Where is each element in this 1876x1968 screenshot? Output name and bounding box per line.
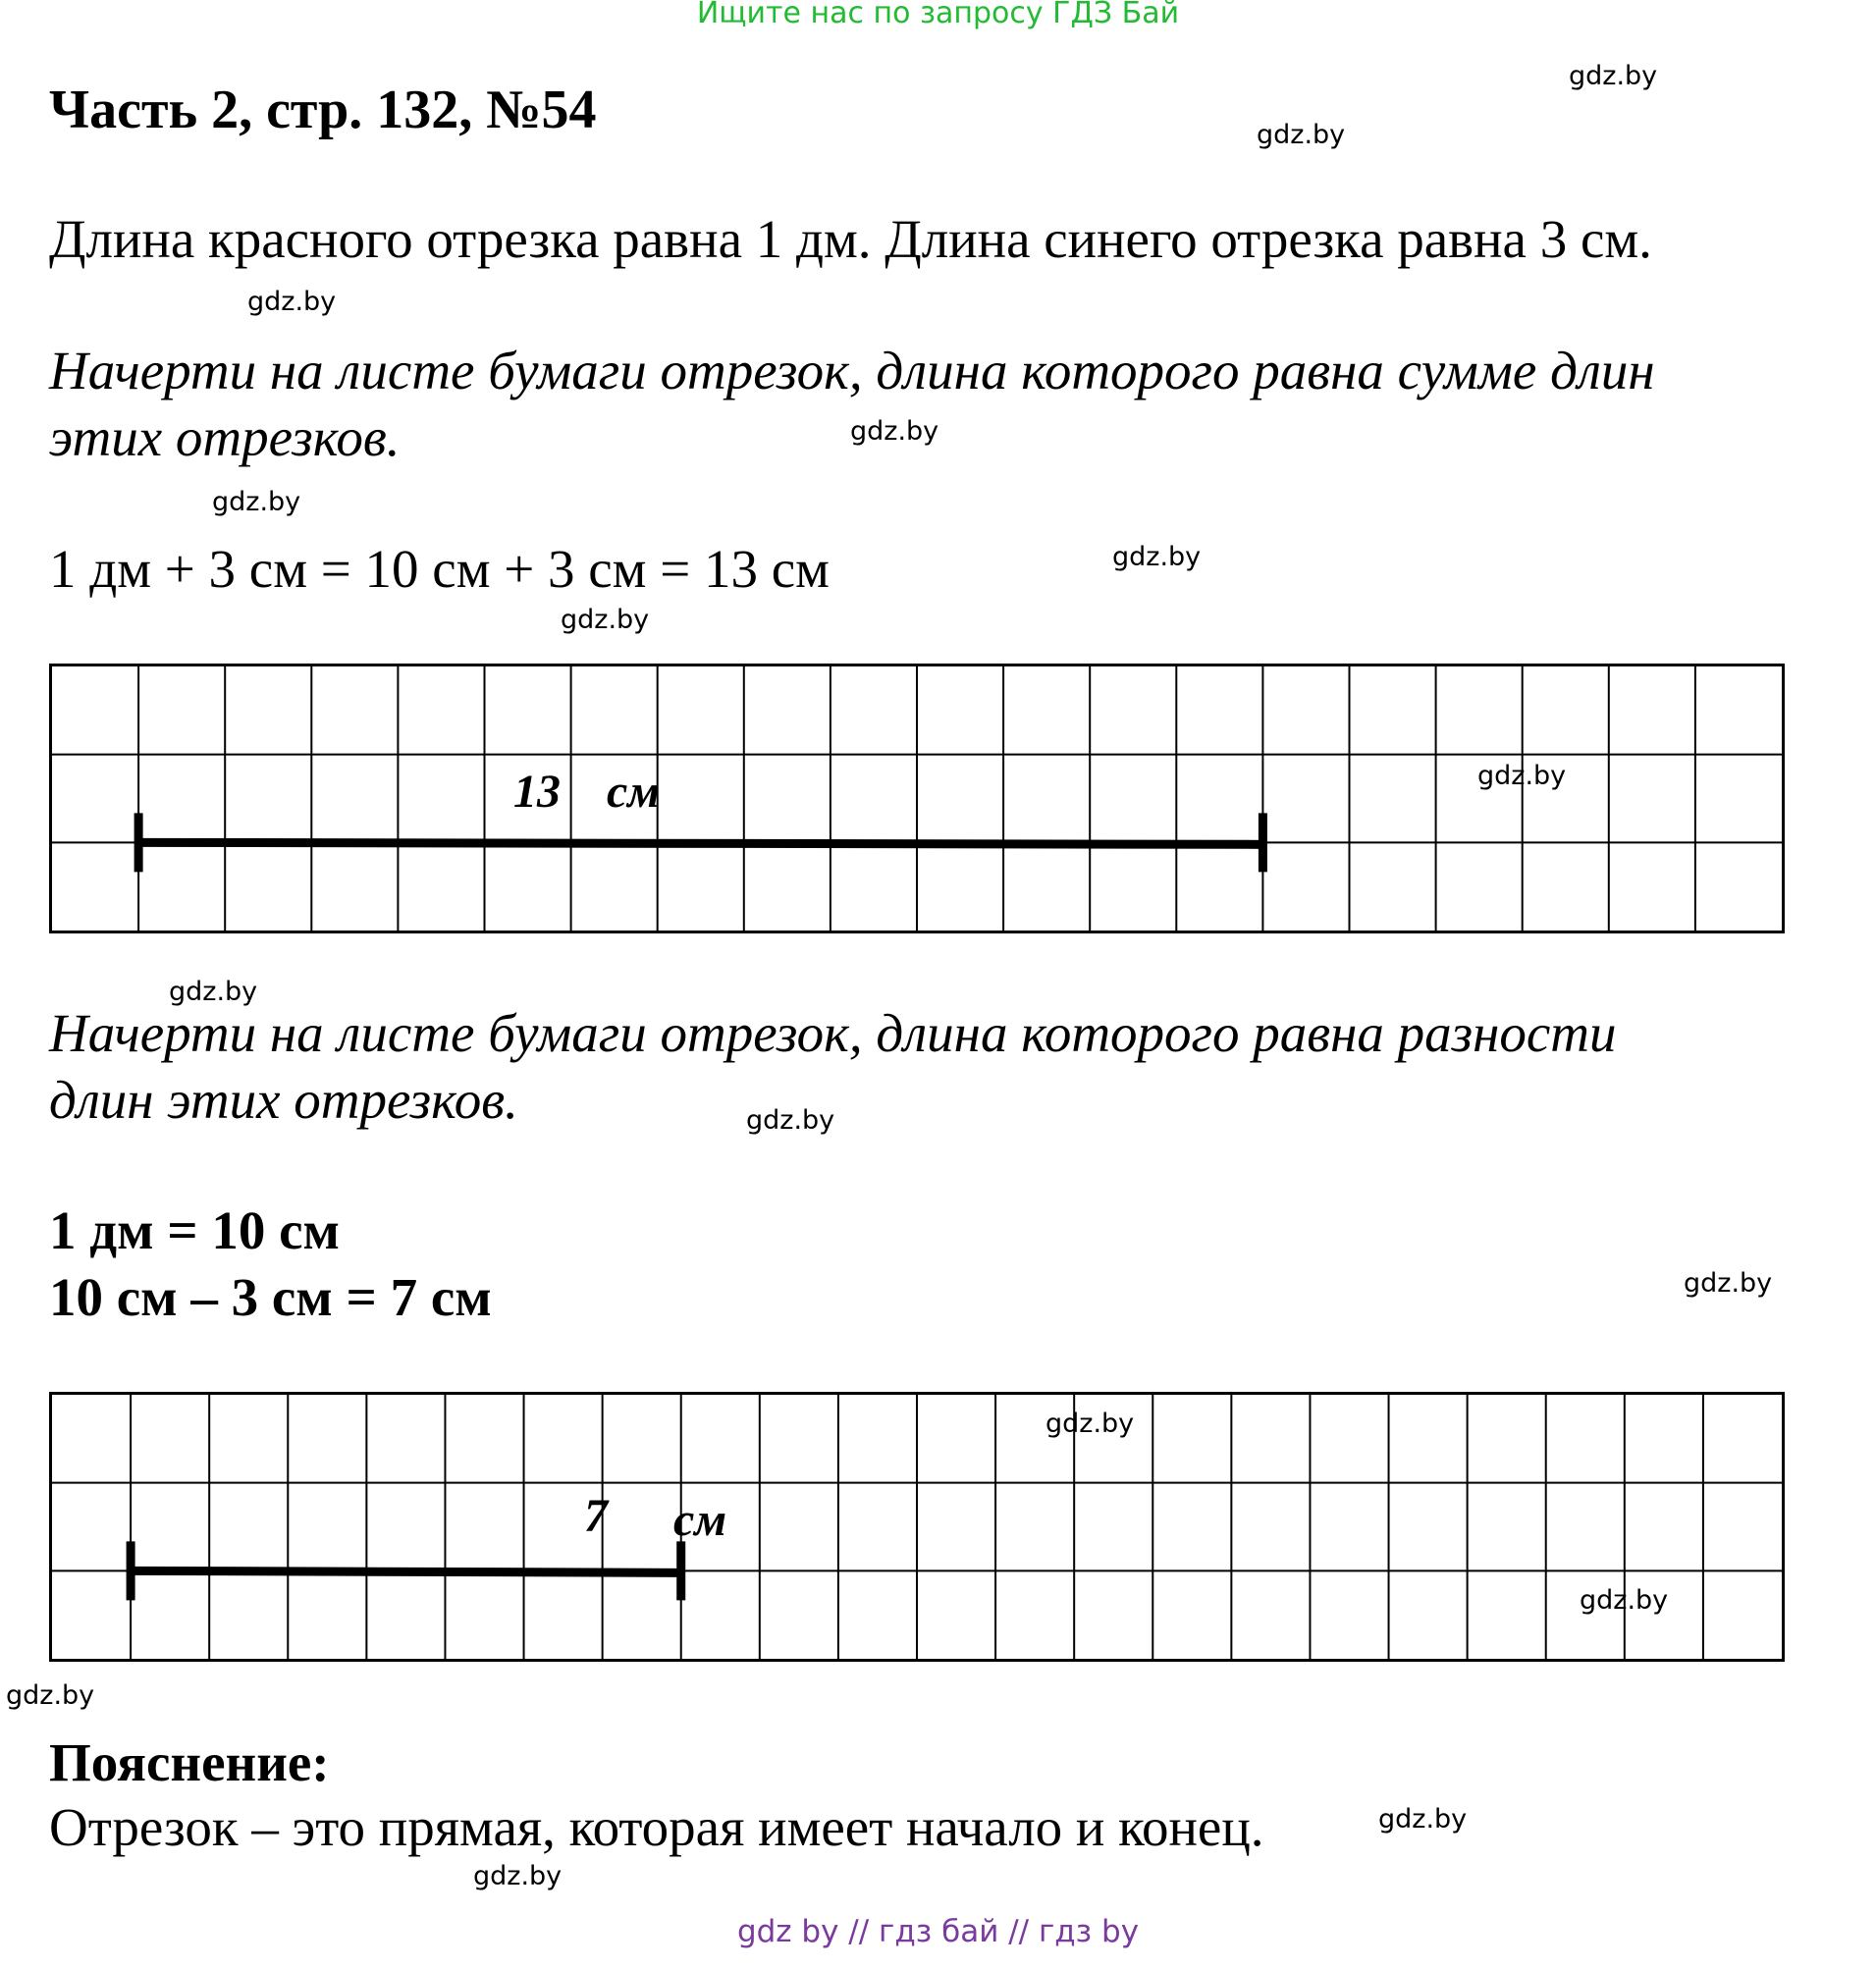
segment-line xyxy=(131,1570,681,1572)
task2-eq2: 10 см – 3 см = 7 см xyxy=(49,1267,492,1327)
task2-eq1: 1 дм = 10 см xyxy=(49,1200,341,1260)
watermark: gdz.by xyxy=(1257,120,1346,150)
task2-line2: длин этих отрезков. xyxy=(49,1070,518,1130)
grid-sum-lines xyxy=(52,666,1782,931)
watermark: gdz.by xyxy=(1477,761,1567,791)
segment-label-unit: см xyxy=(607,766,661,818)
watermark: gdz.by xyxy=(247,287,337,317)
explanation-text: Отрезок – это прямая, которая имеет начало и конец. xyxy=(49,1797,1264,1857)
watermark: gdz.by xyxy=(6,1680,95,1711)
grid-difference xyxy=(49,1392,1785,1662)
watermark: gdz.by xyxy=(169,977,258,1007)
watermark: gdz.by xyxy=(1684,1268,1773,1299)
condition-text: Длина красного отрезка равна 1 дм. Длина синего отрезка равна 3 см. xyxy=(49,209,1652,269)
footer-links[interactable]: gdz by // гдз бай // гдз by xyxy=(736,1914,1140,1949)
task2-line1: Начерти на листе бумаги отрезок, длина которого равна разности xyxy=(49,1003,1617,1063)
grid-difference-lines xyxy=(52,1395,1782,1659)
watermark: gdz.by xyxy=(1580,1585,1669,1616)
watermark: gdz.by xyxy=(212,487,301,517)
watermark: gdz.by xyxy=(746,1105,835,1136)
watermark: gdz.by xyxy=(1112,542,1202,572)
explanation-heading: Пояснение: xyxy=(49,1732,330,1792)
watermark: gdz.by xyxy=(1569,61,1658,91)
task1-line1: Начерти на листе бумаги отрезок, длина которого равна сумме длин xyxy=(49,341,1655,400)
task1-line2: этих отрезков. xyxy=(49,407,401,467)
page-title: Часть 2, стр. 132, №54 xyxy=(49,80,597,140)
segment-label-number: 13 xyxy=(513,766,561,818)
segment-label-unit: см xyxy=(673,1494,727,1546)
segment-label-number: 7 xyxy=(584,1490,608,1542)
task1-equation: 1 дм + 3 см = 10 см + 3 см = 13 см xyxy=(49,539,830,599)
promo-banner[interactable]: Ищите нас по запросу ГДЗ Бай xyxy=(696,0,1180,30)
watermark: gdz.by xyxy=(473,1861,563,1891)
watermark: gdz.by xyxy=(850,416,939,447)
grid-sum xyxy=(49,664,1785,933)
watermark: gdz.by xyxy=(1045,1409,1135,1439)
watermark: gdz.by xyxy=(1378,1804,1468,1835)
watermark: gdz.by xyxy=(561,605,650,635)
segment-line xyxy=(138,842,1262,844)
